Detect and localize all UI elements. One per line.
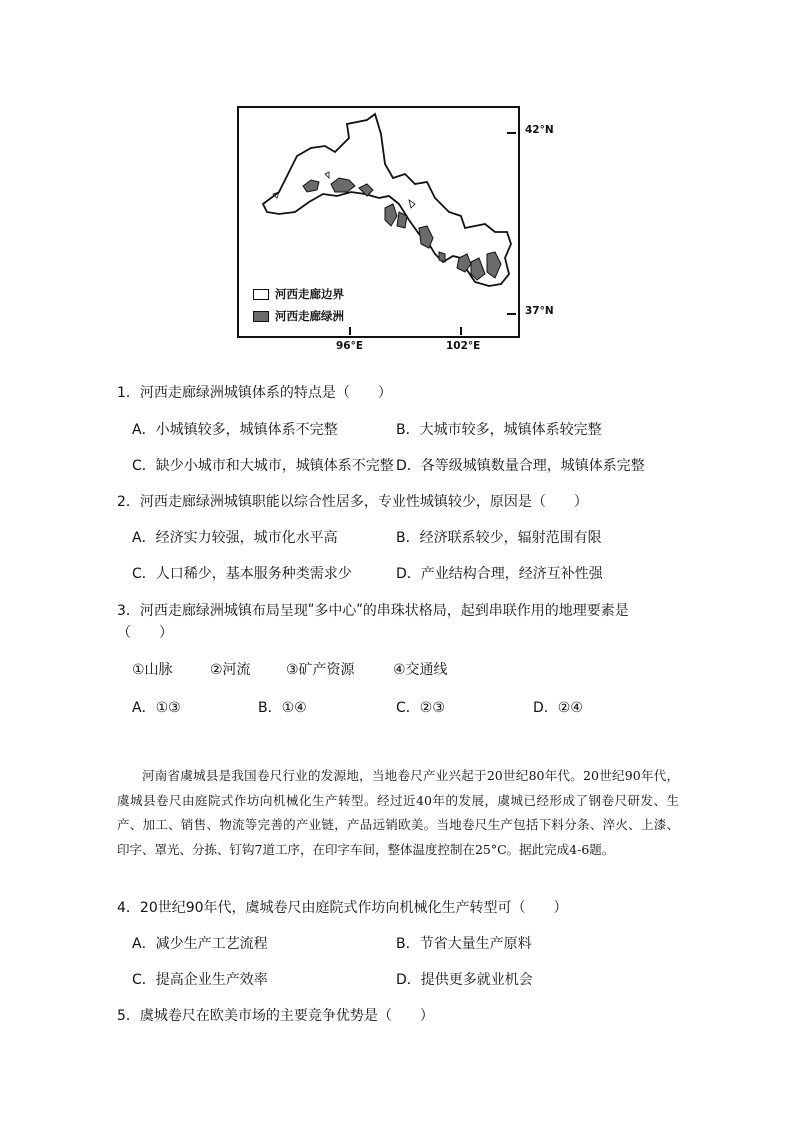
question-3-stem-cont: （ ） [117,625,173,641]
oasis-patch [439,252,445,262]
legend-boundary-label: 河西走廊边界 [275,287,344,301]
q2-option-d[interactable]: D．产业结构合理，经济互补性强 [396,566,603,582]
lat-label-42: 42°N [525,124,554,136]
question-5-stem: 5．虞城卷尺在欧美市场的主要竞争优势是（ ） [117,1008,434,1024]
lon-label-96: 96°E [336,340,364,352]
question-1-stem: 1．河西走廊绿洲城镇体系的特点是（ ） [117,385,392,401]
lon-tick-96 [349,327,351,335]
q2-option-c[interactable]: C．人口稀少，基本服务种类需求少 [132,566,352,582]
lon-tick-102 [460,327,462,335]
q4-option-d[interactable]: D．提供更多就业机会 [396,972,533,988]
oasis-swatch [253,311,269,322]
lat-tick-42 [507,132,516,134]
reading-passage [117,764,679,862]
q3-element-3: ③矿产资源 [286,662,355,678]
q1-option-a[interactable]: A．小城镇较多，城镇体系不完整 [132,422,338,438]
question-3-stem: 3．河西走廊绿洲城镇布局呈现ʺ多中心ʺ的串珠状格局，起到串联作用的地理要素是 [117,603,629,619]
boundary-swatch [253,289,269,300]
q3-element-1: ①山脉 [132,662,173,678]
legend-oasis-label: 河西走廊绿洲 [275,309,344,323]
question-4-stem: 4．20世纪90年代，虞城卷尺由庭院式作坊向机械化生产转型可（ ） [117,900,568,916]
q3-element-4: ④交通线 [393,662,448,678]
hexi-corridor-map [237,106,520,338]
legend-boundary [253,286,344,302]
q2-option-b[interactable]: B．经济联系较少，辐射范围有限 [396,530,602,546]
q4-option-c[interactable]: C．提高企业生产效率 [132,972,268,988]
q4-option-b[interactable]: B．节省大量生产原料 [396,936,532,952]
lon-label-102: 102°E [446,340,481,352]
q1-option-d[interactable]: D．各等级城镇数量合理，城镇体系完整 [396,458,645,474]
oasis-patch [385,204,397,226]
q3-option-b[interactable]: B．①④ [258,700,307,716]
q1-option-c[interactable]: C．缺少小城市和大城市，城镇体系不完整 [132,458,394,474]
q3-element-2: ②河流 [210,662,251,678]
passage-text: 河南省虞城县是我国卷尺行业的发源地，当地卷尺产业兴起于20世纪80年代。20世纪90年代，虞城县卷尺由庭院式作坊向机械化生产转型。经过近40年的发展，虞城已经形成了钢卷尺研发、生产、加工、销售、物流等完善的产业链，产品远销欧美。当地卷尺生产包括下料分条、淬火、上漆、印字、罩光、分拣、钉钩7道工序，在印字车间，整体温度控制在25°C。据此完成4-6题。 [117,768,679,857]
q3-option-d[interactable]: D．②④ [533,700,583,716]
lat-label-37: 37°N [525,305,554,317]
q1-option-b[interactable]: B．大城市较多，城镇体系较完整 [396,422,602,438]
q3-option-a[interactable]: A．①③ [132,700,181,716]
question-2-stem: 2．河西走廊绿洲城镇职能以综合性居多，专业性城镇较少，原因是（ ） [117,494,588,510]
lat-tick-37 [507,313,516,315]
q4-option-a[interactable]: A．减少生产工艺流程 [132,936,268,952]
legend-oasis [253,308,344,324]
q2-option-a[interactable]: A．经济实力较强，城市化水平高 [132,530,338,546]
q3-option-c[interactable]: C．②③ [396,700,445,716]
